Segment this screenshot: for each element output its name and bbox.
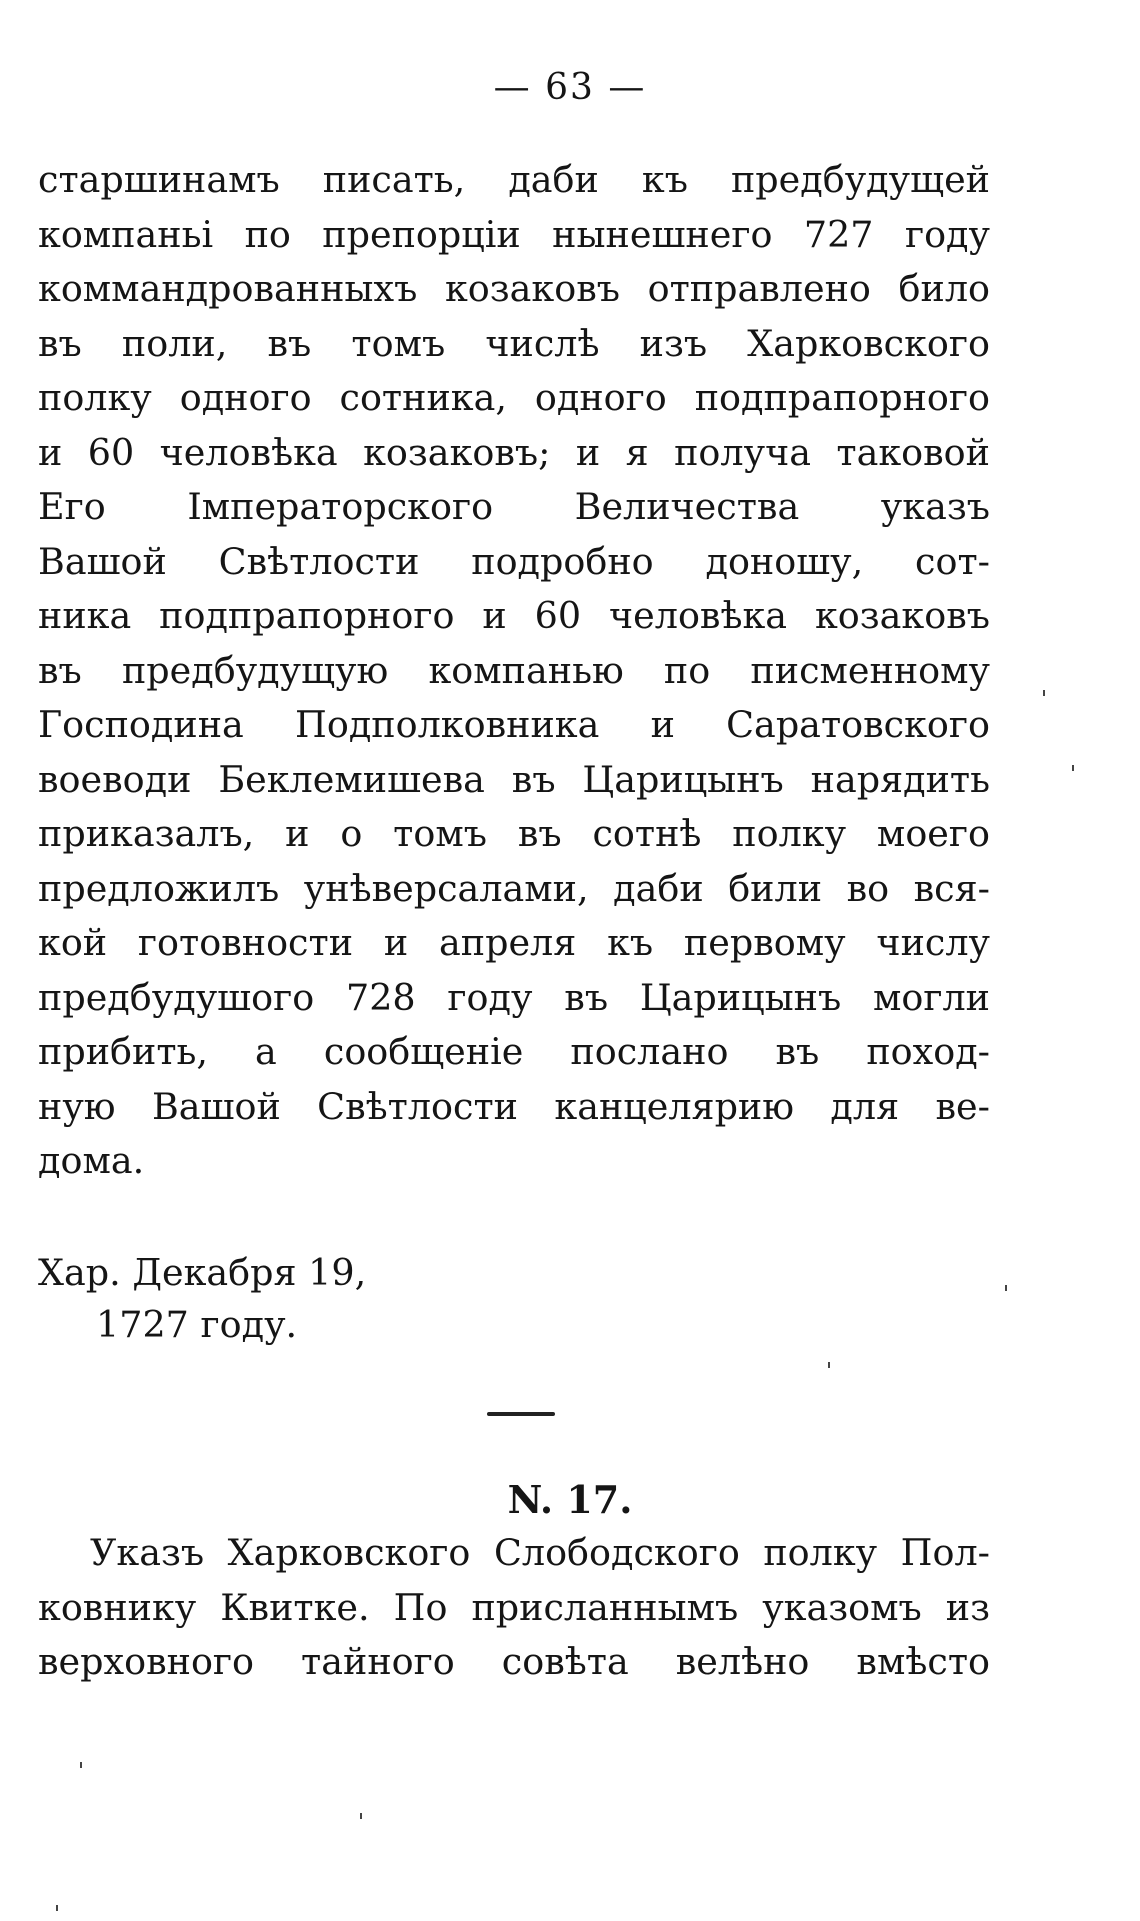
text-line: въ предбудущую компанью по писменному bbox=[38, 648, 990, 692]
document-number: N. 17. bbox=[507, 1477, 633, 1522]
text-line: прибить, а сообщеніе послано въ поход- bbox=[38, 1030, 990, 1073]
text-line: ника подпрапорного и 60 человѣка козаковъ bbox=[38, 594, 990, 637]
text-line: воеводи Беклемишева въ Царицынъ нарядить bbox=[38, 757, 990, 801]
signature-block bbox=[38, 1247, 366, 1351]
text-line: предложилъ унѣверсалами, даби били во вся- bbox=[38, 866, 990, 910]
section-divider bbox=[487, 1412, 555, 1416]
print-speck bbox=[80, 1762, 82, 1768]
signature-year: 1727 году. bbox=[96, 1303, 298, 1346]
body-text-second bbox=[38, 1526, 990, 1690]
text-line: кой готовности и апреля къ первому числу bbox=[38, 921, 990, 964]
text-line: Указъ Харковского Слободского полку Пол- bbox=[90, 1531, 990, 1574]
signature-place-date: Хар. Декабря 19, bbox=[38, 1251, 367, 1294]
text-line: Его Імператорского Величества указъ bbox=[38, 485, 990, 528]
page-number: — 63 — bbox=[493, 67, 647, 108]
text-line: коммандрованныхъ козаковъ отправлено било bbox=[38, 267, 990, 310]
text-line: ную Вашой Свѣтлости канцелярию для ве- bbox=[38, 1084, 990, 1128]
print-speck bbox=[1005, 1285, 1007, 1291]
print-speck bbox=[828, 1362, 830, 1368]
print-speck bbox=[56, 1905, 58, 1911]
text-line: въ поли, въ томъ числѣ изъ Харковского bbox=[38, 321, 990, 365]
text-line: ковнику Квитке. По присланнымъ указомъ из bbox=[38, 1585, 990, 1629]
text-line: компаньі по препорціи нынешнего 727 году bbox=[38, 212, 990, 256]
print-speck bbox=[1043, 690, 1045, 696]
body-text bbox=[38, 153, 990, 1189]
text-line: верховного тайного совѣта велѣно вмѣсто bbox=[38, 1640, 990, 1683]
text-line: полку одного сотника, одного подпрапорного bbox=[38, 376, 990, 419]
print-speck bbox=[1072, 765, 1074, 771]
text-line: дома. bbox=[38, 1139, 145, 1182]
print-speck bbox=[360, 1813, 362, 1819]
text-line: старшинамъ писать, даби къ предбудущей bbox=[38, 158, 990, 201]
text-line: Вашой Свѣтлости подробно доношу, сот- bbox=[38, 539, 990, 583]
text-line: приказалъ, и о томъ въ сотнѣ полку моего bbox=[38, 812, 990, 855]
text-line: и 60 человѣка козаковъ; и я получа таковой bbox=[38, 430, 990, 474]
text-line: предбудушого 728 году въ Царицынъ могли bbox=[38, 975, 990, 1019]
text-line: Господина Подполковника и Саратовского bbox=[38, 703, 990, 746]
